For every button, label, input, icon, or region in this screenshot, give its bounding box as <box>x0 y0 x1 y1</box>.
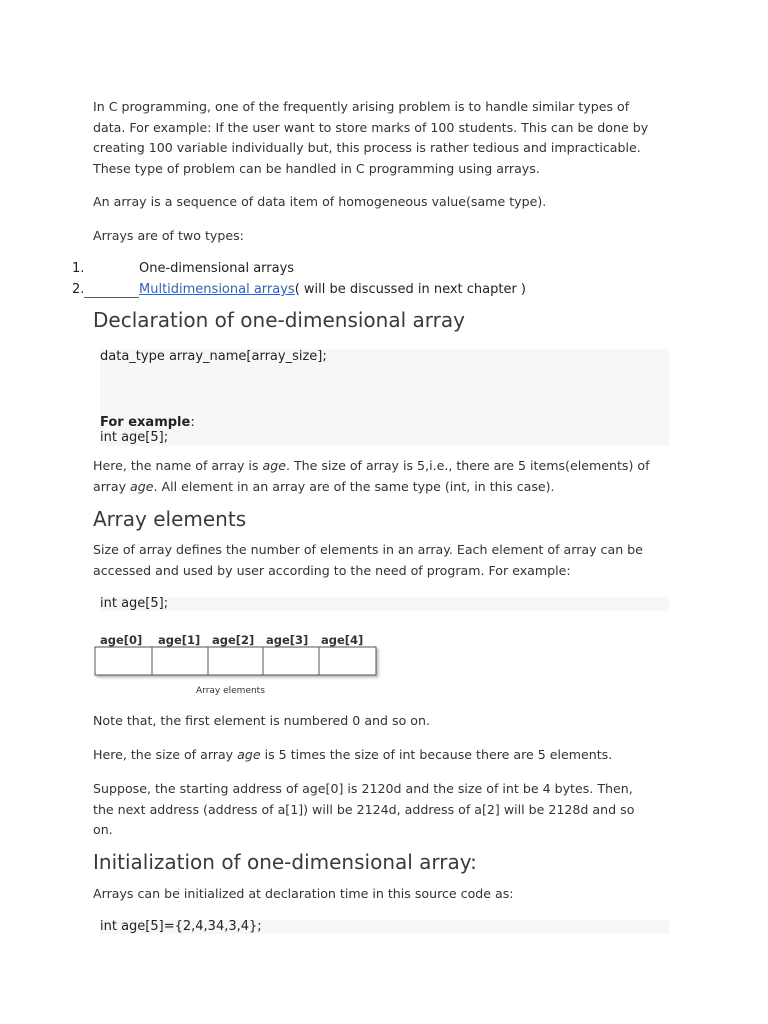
text-run: . All element in an array are of the same type (int, in this case). <box>153 479 555 494</box>
elements-line-1: Size of array defines the number of elements in an array. Each element of array can be <box>93 542 643 557</box>
intro-line-4: These type of problem can be handled in C programming using arrays. <box>93 161 540 176</box>
elements-code-block <box>100 597 669 611</box>
intro-line-1: In C programming, one of the frequently arising problem is to handle similar types of <box>93 99 630 114</box>
note-numbering: Note that, the first element is numbered 0 and so on. <box>93 713 430 728</box>
text-run: Here, the name of array is <box>93 458 263 473</box>
example-label-line <box>100 415 195 430</box>
list-item-2-note: ( will be discussed in next chapter ) <box>294 282 527 297</box>
address-line-1: Suppose, the starting address of age[0] is 2120d and the size of int be 4 bytes. Then, <box>93 781 633 796</box>
cell-label-2: age[2] <box>212 633 255 647</box>
initialization-code: int age[5]={2,4,34,3,4}; <box>100 919 262 934</box>
declaration-explanation-2 <box>93 477 555 498</box>
types-intro: Arrays are of two types: <box>93 228 244 243</box>
list-item-one-dimensional: One-dimensional arrays <box>139 261 295 276</box>
text-run: is 5 times the size of int because there are 5 elements. <box>260 747 613 762</box>
declaration-example-code: int age[5]; <box>100 430 169 445</box>
address-line-2: the next address (address of a[1]) will be 2124d, address of a[2] will be 2128d and so <box>93 802 635 817</box>
list-number-1: 1. <box>72 261 85 276</box>
initialization-intro: Arrays can be initialized at declaration time in this source code as: <box>93 886 514 901</box>
cell-label-4: age[4] <box>321 633 364 647</box>
example-colon: : <box>190 415 195 430</box>
heading-declaration: Declaration of one-dimensional array <box>93 308 465 332</box>
elements-line-2: accessed and used by user according to the need of program. For example: <box>93 563 571 578</box>
text-run: array <box>93 479 131 494</box>
example-label: For example <box>100 415 191 430</box>
declaration-syntax: data_type array_name[array_size]; <box>100 349 327 364</box>
address-line-3: on. <box>93 822 113 837</box>
array-elements-figure <box>92 630 382 700</box>
cell-label-1: age[1] <box>158 633 201 647</box>
text-run: Here, the size of array <box>93 747 238 762</box>
list-number-2: 2. <box>72 282 85 297</box>
intro-line-3: creating 100 variable individually but, this process is rather tedious and impracticable. <box>93 140 641 155</box>
list-item-multidimensional <box>139 282 526 297</box>
intro-line-2: data. For example: If the user want to store marks of 100 students. This can be done by <box>93 120 649 135</box>
cell-label-3: age[3] <box>266 633 309 647</box>
emphasis-age: age <box>130 479 154 494</box>
elements-code: int age[5]; <box>100 596 169 611</box>
heading-array-elements: Array elements <box>93 507 247 531</box>
figure-caption: Array elements <box>196 686 265 696</box>
multidimensional-arrays-link[interactable]: Multidimensional arrays <box>139 282 295 297</box>
cell-label-0: age[0] <box>100 633 143 647</box>
array-definition: An array is a sequence of data item of homogeneous value(same type). <box>93 194 547 209</box>
emphasis-age: age <box>262 458 286 473</box>
heading-initialization: Initialization of one-dimensional array: <box>93 850 477 874</box>
link-underline-leader <box>84 297 139 298</box>
text-run: . The size of array is 5,i.e., there are 5 items(elements) of <box>285 458 650 473</box>
array-box <box>95 647 376 675</box>
emphasis-age: age <box>237 747 261 762</box>
declaration-explanation-1 <box>93 456 650 477</box>
size-explanation <box>93 745 612 766</box>
